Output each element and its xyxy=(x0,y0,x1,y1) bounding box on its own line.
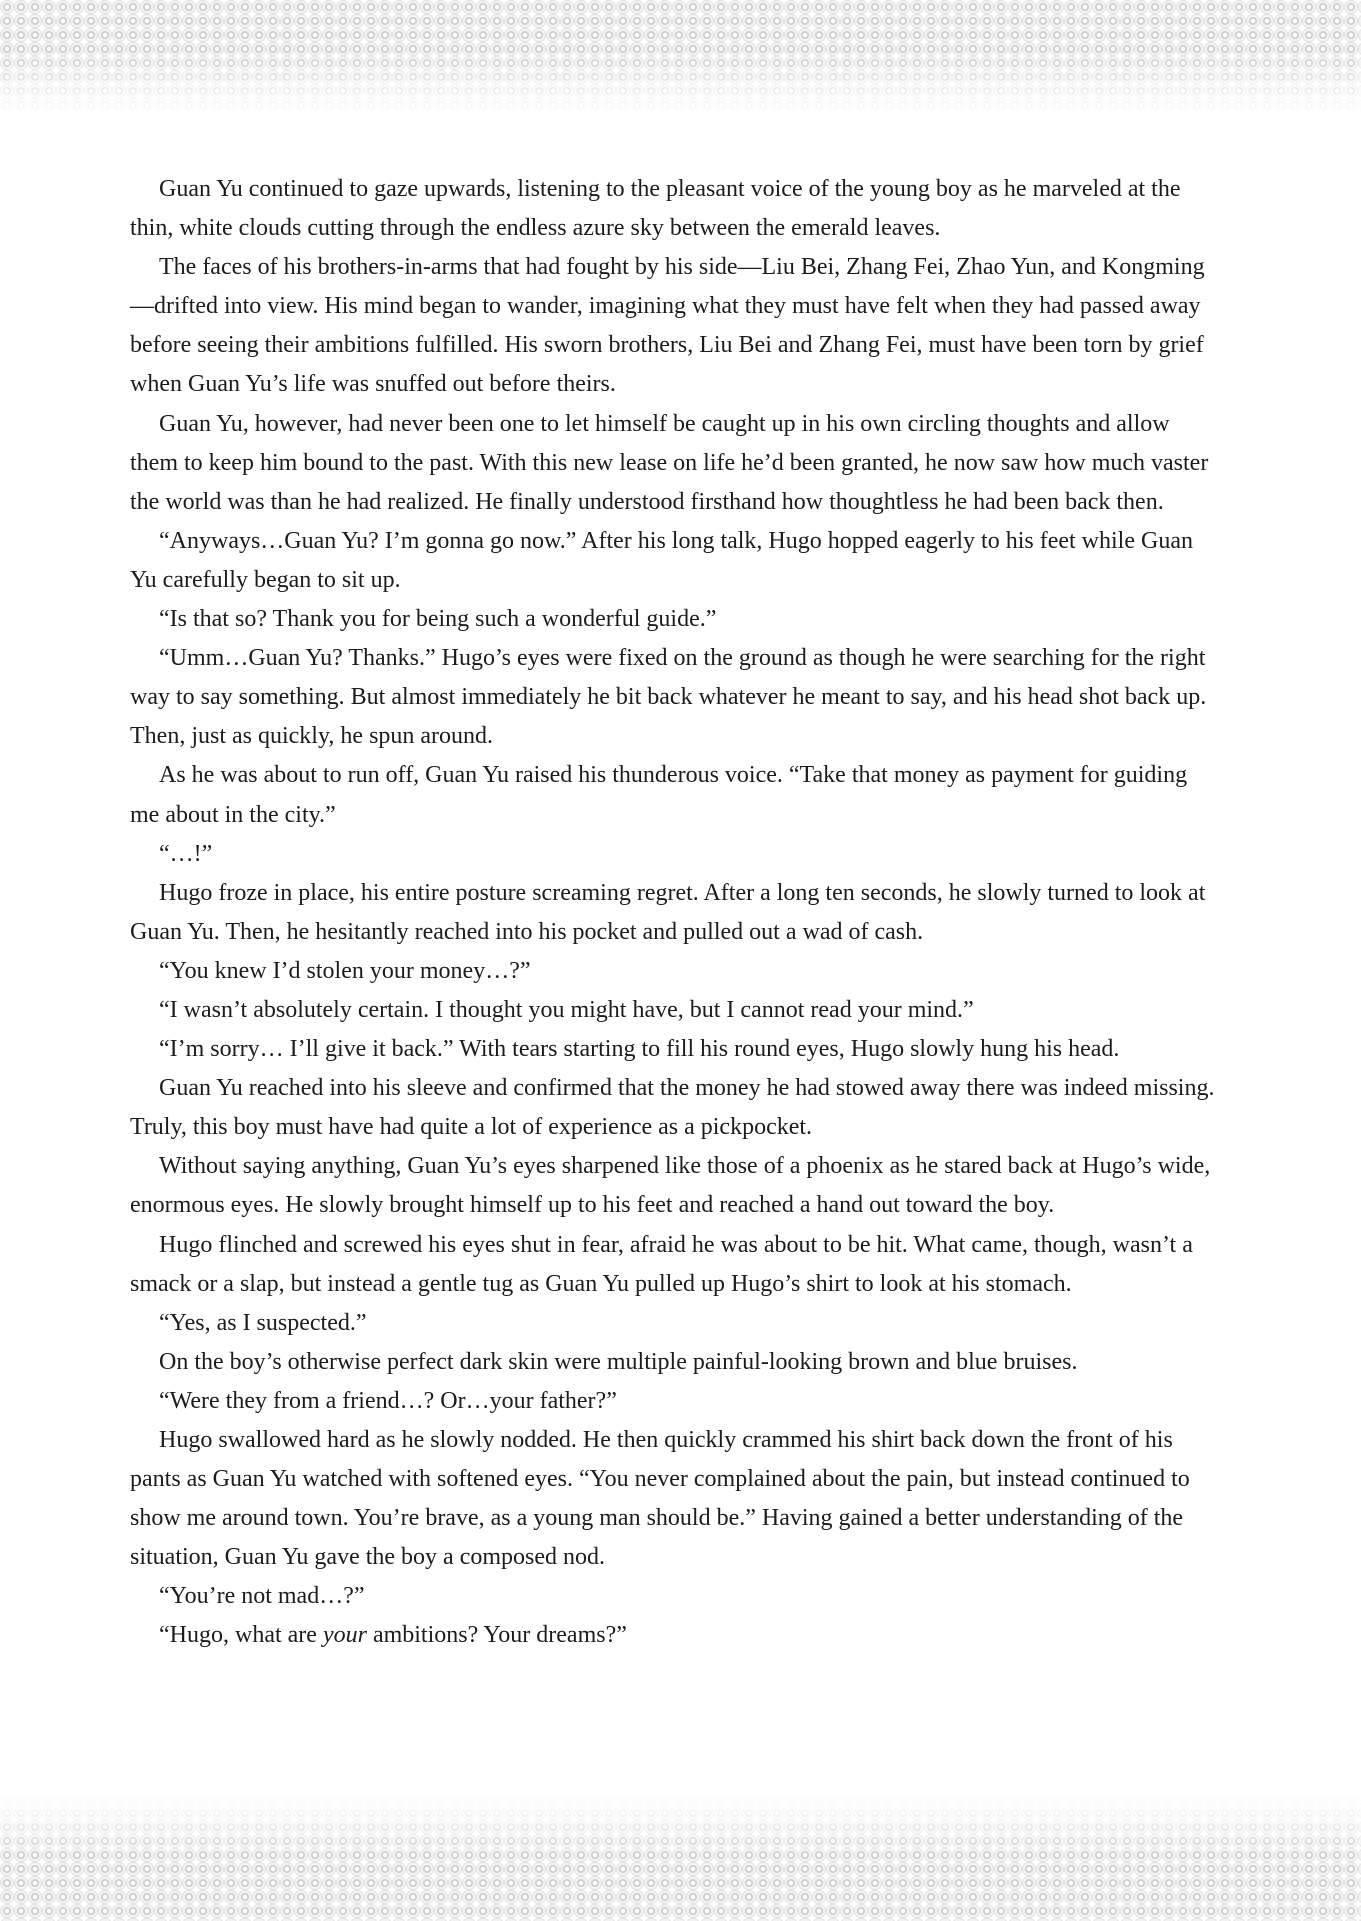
bottom-decorative-pattern xyxy=(0,1792,1361,1921)
paragraph xyxy=(130,1616,1220,1655)
paragraph: “You’re not mad…?” xyxy=(159,1583,365,1610)
paragraph: “You knew I’d stolen your money…?” xyxy=(159,957,531,984)
paragraph: On the boy’s otherwise perfect dark skin were multiple painful-looking brown and blue bruises. xyxy=(159,1348,1078,1375)
paragraph: “Yes, as I suspected.” xyxy=(159,1309,367,1336)
paragraph: Guan Yu, however, had never been one to let himself be caught up in his own circling thoughts and allow them to keep him bound to the past. With this new lease on life he’d been granted, he now saw how much vaster the world was than he had realized. He finally understood firsthand how thoughtless he had been back then. xyxy=(130,410,1209,515)
paragraph-text: “Hugo, what are xyxy=(159,1622,323,1649)
paragraph: Hugo froze in place, his entire posture screaming regret. After a long ten seconds, he slowly turned to look at Guan Yu. Then, he hesitantly reached into his pocket and pulled out a wad of cash. xyxy=(130,879,1206,945)
top-decorative-pattern xyxy=(0,0,1361,120)
paragraph: “Were they from a friend…? Or…your father?” xyxy=(159,1387,617,1414)
paragraph: The faces of his brothers-in-arms that had fought by his side—Liu Bei, Zhang Fei, Zhao Yun, and Kongming—drifted into view. His mind began to wander, imagining what they must have felt when they had passed away before seeing their ambitions fulfilled. His sworn brothers, Liu Bei and Zhang Fei, must have been torn by grief when Guan Yu’s life was snuffed out before theirs. xyxy=(130,254,1205,398)
paragraph: Without saying anything, Guan Yu’s eyes sharpened like those of a phoenix as he stared back at Hugo’s wide, enormous eyes. He slowly brought himself up to his feet and reached a hand out toward the boy. xyxy=(130,1153,1211,1219)
paragraph: Hugo flinched and screwed his eyes shut in fear, afraid he was about to be hit. What came, though, wasn’t a smack or a slap, but instead a gentle tug as Guan Yu pulled up Hugo’s shirt to look at his stomach. xyxy=(130,1231,1193,1297)
paragraph: “Is that so? Thank you for being such a wonderful guide.” xyxy=(159,606,717,633)
paragraph: “Anyways…Guan Yu? I’m gonna go now.” After his long talk, Hugo hopped eagerly to his feet while Guan Yu carefully began to sit up. xyxy=(130,527,1193,593)
paragraph: Guan Yu continued to gaze upwards, listening to the pleasant voice of the young boy as he marveled at the thin, white clouds cutting through the endless azure sky between the emerald leaves. xyxy=(130,176,1181,242)
emphasized-word: your xyxy=(322,1622,367,1649)
paragraph: “I wasn’t absolutely certain. I thought you might have, but I cannot read your mind.” xyxy=(159,996,974,1023)
paragraph: “Umm…Guan Yu? Thanks.” Hugo’s eyes were fixed on the ground as though he were searching for the right way to say something. But almost immediately he bit back whatever he meant to say, and his head shot back up. Then, just as quickly, he spun around. xyxy=(130,645,1207,750)
paragraph: “…!” xyxy=(159,840,213,867)
paragraph: Guan Yu reached into his sleeve and confirmed that the money he had stowed away there was indeed missing. Truly, this boy must have had quite a lot of experience as a pickpocket. xyxy=(130,1075,1215,1141)
paragraph-text: ambitions? Your dreams?” xyxy=(366,1622,627,1649)
paragraph: As he was about to run off, Guan Yu raised his thunderous voice. “Take that money as payment for guiding me about in the city.” xyxy=(130,762,1188,828)
paragraph: Hugo swallowed hard as he slowly nodded. He then quickly crammed his shirt back down the front of his pants as Guan Yu watched with softened eyes. “You never complained about the pain, but instead continued to show me around town. You’re brave, as a young man should be.” Having gained a better understanding of the situation, Guan Yu gave the boy a composed nod. xyxy=(130,1427,1190,1571)
body-text xyxy=(130,170,1220,1656)
paragraph: “I’m sorry… I’ll give it back.” With tears starting to fill his round eyes, Hugo slowly hung his head. xyxy=(159,1036,1120,1063)
